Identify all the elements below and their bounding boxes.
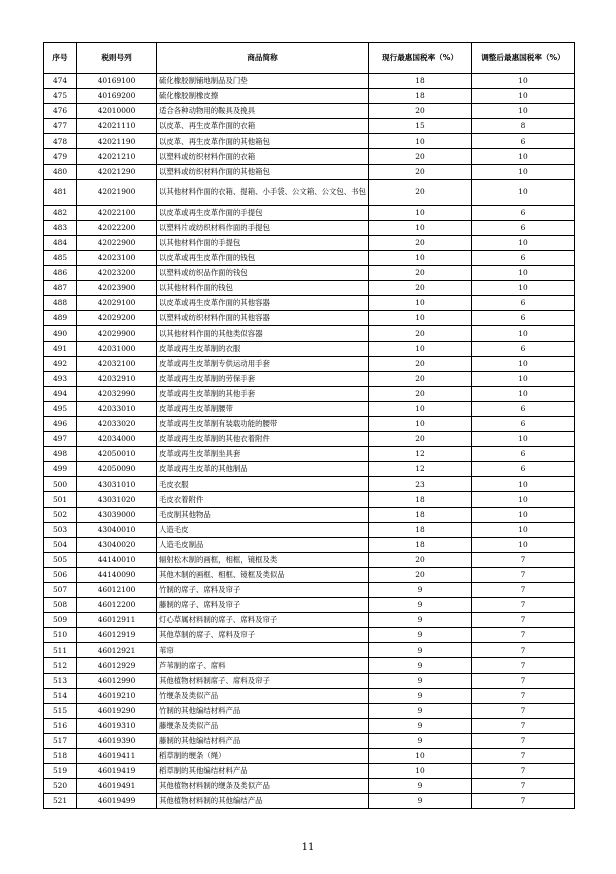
row-seq: 479: [44, 149, 77, 164]
row-seq: 521: [44, 794, 77, 809]
row-adjusted-rate: 7: [472, 749, 575, 764]
row-adjusted-rate: 10: [472, 356, 575, 371]
table-row: [44, 371, 575, 386]
row-code: 42032910: [77, 371, 157, 386]
table-row: [44, 220, 575, 235]
table-row: [44, 386, 575, 401]
row-adjusted-rate: 6: [472, 462, 575, 477]
row-adjusted-rate: 7: [472, 583, 575, 598]
table-row: [44, 266, 575, 281]
row-name: 以塑料片或纺织材料作面的手提包: [157, 220, 369, 235]
row-current-rate: 20: [369, 552, 472, 567]
row-current-rate: 18: [369, 537, 472, 552]
row-current-rate: 9: [369, 794, 472, 809]
table-row: [44, 250, 575, 265]
row-name: 以皮革或再生皮革作面的钱包: [157, 250, 369, 265]
table-row: [44, 401, 575, 416]
row-code: 46012911: [77, 613, 157, 628]
row-name: 以其他材料作面的其他类似容器: [157, 326, 369, 341]
row-adjusted-rate: 6: [472, 416, 575, 431]
row-name: 以皮革、再生皮革作面的其他箱包: [157, 134, 369, 149]
row-name: 皮革或再生皮革制的其他手套: [157, 386, 369, 401]
row-code: 40169200: [77, 89, 157, 104]
table-row: [44, 235, 575, 250]
row-current-rate: 9: [369, 598, 472, 613]
row-code: 42023100: [77, 250, 157, 265]
row-adjusted-rate: 6: [472, 205, 575, 220]
row-name: 以塑料或纺织材料作面的其他容器: [157, 311, 369, 326]
header-current-rate: 现行最惠国税率（%）: [369, 43, 472, 74]
row-name: 毛皮衣服: [157, 477, 369, 492]
header-adjusted-rate: 调整后最惠国税率（%）: [472, 43, 575, 74]
header-code: 税则号列: [77, 43, 157, 74]
header-seq: 序号: [44, 43, 77, 74]
table-row: [44, 326, 575, 341]
row-seq: 486: [44, 266, 77, 281]
row-code: 43040010: [77, 522, 157, 537]
row-current-rate: 20: [369, 104, 472, 119]
row-name: 皮革或再生皮革制有装载功能的腰带: [157, 416, 369, 431]
row-seq: 480: [44, 164, 77, 179]
row-current-rate: 9: [369, 733, 472, 748]
row-name: 皮革或再生皮革制的其他衣着附件: [157, 432, 369, 447]
row-code: 42021110: [77, 119, 157, 134]
table-row: [44, 492, 575, 507]
table-row: [44, 718, 575, 733]
header-row: [44, 43, 575, 74]
row-current-rate: 20: [369, 281, 472, 296]
table-row: [44, 164, 575, 179]
row-seq: 489: [44, 311, 77, 326]
row-code: 46012919: [77, 628, 157, 643]
row-current-rate: 9: [369, 779, 472, 794]
row-code: 46019390: [77, 733, 157, 748]
table-row: [44, 104, 575, 119]
row-name: 以塑料或纺织材料作面的其他箱包: [157, 164, 369, 179]
row-code: 43040020: [77, 537, 157, 552]
table-row: [44, 628, 575, 643]
row-adjusted-rate: 7: [472, 658, 575, 673]
row-name: 辐射松木制的画框，相框，镜框及类: [157, 552, 369, 567]
table-row: [44, 598, 575, 613]
row-seq: 519: [44, 764, 77, 779]
row-current-rate: 18: [369, 522, 472, 537]
row-seq: 514: [44, 688, 77, 703]
row-name: 皮革或再生皮革制的劳保手套: [157, 371, 369, 386]
row-current-rate: 9: [369, 673, 472, 688]
row-code: 46019411: [77, 749, 157, 764]
row-code: 42022100: [77, 205, 157, 220]
row-code: 42021290: [77, 164, 157, 179]
row-adjusted-rate: 7: [472, 688, 575, 703]
row-name: 苇帘: [157, 643, 369, 658]
row-adjusted-rate: 6: [472, 341, 575, 356]
row-adjusted-rate: 7: [472, 703, 575, 718]
row-code: 46012100: [77, 583, 157, 598]
row-seq: 502: [44, 507, 77, 522]
row-code: 42050010: [77, 447, 157, 462]
row-current-rate: 18: [369, 89, 472, 104]
row-current-rate: 18: [369, 507, 472, 522]
row-name: 稻草制的缏条（绳）: [157, 749, 369, 764]
table-row: [44, 311, 575, 326]
row-adjusted-rate: 7: [472, 613, 575, 628]
row-code: 46019419: [77, 764, 157, 779]
row-seq: 512: [44, 658, 77, 673]
row-name: 硫化橡胶制橡皮擦: [157, 89, 369, 104]
row-seq: 493: [44, 371, 77, 386]
row-name: 藤制的席子、席料及帘子: [157, 598, 369, 613]
row-adjusted-rate: 10: [472, 371, 575, 386]
table-row: [44, 356, 575, 371]
table-row: [44, 643, 575, 658]
row-adjusted-rate: 10: [472, 386, 575, 401]
row-code: 42032990: [77, 386, 157, 401]
row-current-rate: 10: [369, 341, 472, 356]
row-adjusted-rate: 6: [472, 250, 575, 265]
row-current-rate: 10: [369, 250, 472, 265]
row-seq: 506: [44, 567, 77, 582]
row-current-rate: 9: [369, 658, 472, 673]
tariff-table: [43, 42, 575, 809]
row-seq: 481: [44, 179, 77, 205]
table-row: [44, 537, 575, 552]
row-current-rate: 10: [369, 749, 472, 764]
table-row: [44, 552, 575, 567]
row-current-rate: 10: [369, 296, 472, 311]
row-current-rate: 20: [369, 356, 472, 371]
table-row: [44, 74, 575, 89]
table-row: [44, 416, 575, 431]
table-row: [44, 89, 575, 104]
row-seq: 515: [44, 703, 77, 718]
table-row: [44, 477, 575, 492]
row-code: 42029100: [77, 296, 157, 311]
row-seq: 516: [44, 718, 77, 733]
row-adjusted-rate: 10: [472, 266, 575, 281]
row-adjusted-rate: 10: [472, 537, 575, 552]
row-seq: 517: [44, 733, 77, 748]
row-current-rate: 18: [369, 74, 472, 89]
row-adjusted-rate: 10: [472, 507, 575, 522]
row-current-rate: 20: [369, 149, 472, 164]
row-current-rate: 20: [369, 567, 472, 582]
table-row: [44, 658, 575, 673]
row-seq: 485: [44, 250, 77, 265]
row-current-rate: 20: [369, 326, 472, 341]
row-current-rate: 12: [369, 462, 472, 477]
row-current-rate: 10: [369, 416, 472, 431]
row-current-rate: 20: [369, 432, 472, 447]
row-name: 其他植物材料制的其他编结产品: [157, 794, 369, 809]
table-row: [44, 749, 575, 764]
row-name: 以皮革或再生皮革作面的手提包: [157, 205, 369, 220]
row-adjusted-rate: 10: [472, 326, 575, 341]
row-code: 46019210: [77, 688, 157, 703]
row-adjusted-rate: 10: [472, 477, 575, 492]
row-seq: 501: [44, 492, 77, 507]
table-row: [44, 296, 575, 311]
row-current-rate: 15: [369, 119, 472, 134]
row-seq: 499: [44, 462, 77, 477]
row-adjusted-rate: 10: [472, 492, 575, 507]
row-code: 46012929: [77, 658, 157, 673]
row-current-rate: 9: [369, 583, 472, 598]
row-name: 其他植物材料制的缏条及类似产品: [157, 779, 369, 794]
row-name: 以塑料或纺织材料作面的衣箱: [157, 149, 369, 164]
row-code: 46012921: [77, 643, 157, 658]
row-adjusted-rate: 10: [472, 149, 575, 164]
row-current-rate: 9: [369, 643, 472, 658]
table-row: [44, 432, 575, 447]
row-code: 46019491: [77, 779, 157, 794]
row-adjusted-rate: 6: [472, 447, 575, 462]
row-current-rate: 9: [369, 703, 472, 718]
table-row: [44, 703, 575, 718]
row-seq: 507: [44, 583, 77, 598]
row-seq: 478: [44, 134, 77, 149]
row-code: 42022200: [77, 220, 157, 235]
page-number: 11: [301, 842, 315, 853]
row-adjusted-rate: 7: [472, 718, 575, 733]
row-seq: 482: [44, 205, 77, 220]
row-name: 以其他材料作面的手提包: [157, 235, 369, 250]
row-code: 42033020: [77, 416, 157, 431]
row-name: 芦苇制的席子、席料: [157, 658, 369, 673]
row-seq: 503: [44, 522, 77, 537]
row-adjusted-rate: 7: [472, 552, 575, 567]
row-code: 43031020: [77, 492, 157, 507]
row-code: 42031000: [77, 341, 157, 356]
row-current-rate: 10: [369, 134, 472, 149]
row-seq: 488: [44, 296, 77, 311]
row-code: 42034000: [77, 432, 157, 447]
row-name: 以其他材料作面的钱包: [157, 281, 369, 296]
row-code: 42021210: [77, 149, 157, 164]
row-adjusted-rate: 7: [472, 764, 575, 779]
table-row: [44, 341, 575, 356]
row-code: 40169100: [77, 74, 157, 89]
row-current-rate: 20: [369, 164, 472, 179]
row-name: 毛皮制其他物品: [157, 507, 369, 522]
row-code: 42010000: [77, 104, 157, 119]
row-current-rate: 10: [369, 764, 472, 779]
row-name: 适合各种动物用的鞍具及挽具: [157, 104, 369, 119]
row-seq: 505: [44, 552, 77, 567]
table-row: [44, 673, 575, 688]
row-name: 人造毛皮: [157, 522, 369, 537]
header-name: 商品简称: [157, 43, 369, 74]
row-name: 皮革或再生皮革制的衣服: [157, 341, 369, 356]
table-row: [44, 119, 575, 134]
row-adjusted-rate: 7: [472, 733, 575, 748]
row-current-rate: 18: [369, 492, 472, 507]
row-seq: 495: [44, 401, 77, 416]
row-seq: 483: [44, 220, 77, 235]
row-name: 以其他材料作面的衣箱、提箱、小手袋、公文箱、公文包、书包: [157, 179, 369, 205]
row-code: 43031010: [77, 477, 157, 492]
row-adjusted-rate: 10: [472, 522, 575, 537]
row-name: 以皮革、再生皮革作面的衣箱: [157, 119, 369, 134]
row-seq: 509: [44, 613, 77, 628]
row-name: 皮革或再生皮革制腰带: [157, 401, 369, 416]
row-code: 44140010: [77, 552, 157, 567]
row-name: 其他草制的席子、席料及帘子: [157, 628, 369, 643]
table-row: [44, 613, 575, 628]
row-adjusted-rate: 6: [472, 401, 575, 416]
row-name: 竹制的其他编结材料产品: [157, 703, 369, 718]
row-name: 皮革或再生皮革的其他制品: [157, 462, 369, 477]
row-adjusted-rate: 6: [472, 311, 575, 326]
row-seq: 504: [44, 537, 77, 552]
row-code: 42029200: [77, 311, 157, 326]
row-seq: 508: [44, 598, 77, 613]
table-row: [44, 462, 575, 477]
row-adjusted-rate: 7: [472, 794, 575, 809]
row-seq: 500: [44, 477, 77, 492]
row-name: 毛皮衣着附件: [157, 492, 369, 507]
row-code: 42032100: [77, 356, 157, 371]
row-seq: 520: [44, 779, 77, 794]
table-row: [44, 149, 575, 164]
row-code: 42023200: [77, 266, 157, 281]
row-code: 42023900: [77, 281, 157, 296]
row-seq: 491: [44, 341, 77, 356]
row-name: 皮革或再生皮革制专供运动用手套: [157, 356, 369, 371]
row-adjusted-rate: 7: [472, 598, 575, 613]
table-row: [44, 764, 575, 779]
row-adjusted-rate: 7: [472, 779, 575, 794]
table-row: [44, 447, 575, 462]
row-code: 42029900: [77, 326, 157, 341]
row-adjusted-rate: 10: [472, 104, 575, 119]
row-adjusted-rate: 7: [472, 567, 575, 582]
table-row: [44, 522, 575, 537]
row-name: 稻草制的其他编结材料产品: [157, 764, 369, 779]
row-adjusted-rate: 7: [472, 643, 575, 658]
table-row: [44, 688, 575, 703]
row-seq: 490: [44, 326, 77, 341]
row-name: 藤制的其他编结材料产品: [157, 733, 369, 748]
row-adjusted-rate: 7: [472, 673, 575, 688]
row-adjusted-rate: 10: [472, 74, 575, 89]
table-row: [44, 134, 575, 149]
row-code: 46019310: [77, 718, 157, 733]
row-code: 42050090: [77, 462, 157, 477]
row-seq: 510: [44, 628, 77, 643]
row-adjusted-rate: 8: [472, 119, 575, 134]
tariff-table-container: [43, 42, 574, 809]
row-seq: 498: [44, 447, 77, 462]
row-seq: 492: [44, 356, 77, 371]
row-current-rate: 9: [369, 628, 472, 643]
row-current-rate: 9: [369, 613, 472, 628]
table-header: [44, 43, 575, 74]
row-current-rate: 9: [369, 688, 472, 703]
row-adjusted-rate: 10: [472, 432, 575, 447]
row-name: 以塑料或纺织品作面的钱包: [157, 266, 369, 281]
row-seq: 475: [44, 89, 77, 104]
row-code: 44140090: [77, 567, 157, 582]
table-row: [44, 733, 575, 748]
row-adjusted-rate: 6: [472, 296, 575, 311]
row-code: 46012200: [77, 598, 157, 613]
table-row: [44, 281, 575, 296]
table-row: [44, 794, 575, 809]
row-current-rate: 20: [369, 266, 472, 281]
table-body: [44, 74, 575, 809]
row-current-rate: 20: [369, 235, 472, 250]
table-row: [44, 583, 575, 598]
row-seq: 496: [44, 416, 77, 431]
row-seq: 477: [44, 119, 77, 134]
table-row: [44, 779, 575, 794]
row-current-rate: 12: [369, 447, 472, 462]
row-name: 其他植物材料制席子、席料及帘子: [157, 673, 369, 688]
row-seq: 511: [44, 643, 77, 658]
row-current-rate: 20: [369, 386, 472, 401]
row-code: 42022900: [77, 235, 157, 250]
row-name: 以皮革或再生皮革作面的其他容器: [157, 296, 369, 311]
row-code: 46012990: [77, 673, 157, 688]
row-seq: 518: [44, 749, 77, 764]
row-code: 42021900: [77, 179, 157, 205]
row-code: 42021190: [77, 134, 157, 149]
row-code: 46019290: [77, 703, 157, 718]
row-name: 人造毛皮制品: [157, 537, 369, 552]
row-adjusted-rate: 10: [472, 89, 575, 104]
row-name: 皮革或再生皮革制坐具套: [157, 447, 369, 462]
row-seq: 484: [44, 235, 77, 250]
row-seq: 494: [44, 386, 77, 401]
row-seq: 487: [44, 281, 77, 296]
row-current-rate: 10: [369, 311, 472, 326]
row-code: 42033010: [77, 401, 157, 416]
row-adjusted-rate: 6: [472, 220, 575, 235]
row-name: 竹制的席子、席料及帘子: [157, 583, 369, 598]
row-current-rate: 10: [369, 220, 472, 235]
row-adjusted-rate: 6: [472, 134, 575, 149]
row-adjusted-rate: 7: [472, 628, 575, 643]
row-current-rate: 10: [369, 401, 472, 416]
row-seq: 474: [44, 74, 77, 89]
row-name: 硫化橡胶制铺地制品及门垫: [157, 74, 369, 89]
row-current-rate: 9: [369, 718, 472, 733]
table-row: [44, 179, 575, 205]
row-adjusted-rate: 10: [472, 281, 575, 296]
row-name: 其他木制的画框、相框、镜框及类似品: [157, 567, 369, 582]
row-current-rate: 20: [369, 179, 472, 205]
table-row: [44, 507, 575, 522]
row-adjusted-rate: 10: [472, 179, 575, 205]
row-current-rate: 23: [369, 477, 472, 492]
row-name: 竹缏条及类似产品: [157, 688, 369, 703]
row-code: 46019499: [77, 794, 157, 809]
table-row: [44, 567, 575, 582]
row-current-rate: 20: [369, 371, 472, 386]
row-seq: 513: [44, 673, 77, 688]
row-seq: 476: [44, 104, 77, 119]
row-name: 灯心草属材料制的席子、席料及帘子: [157, 613, 369, 628]
row-adjusted-rate: 10: [472, 164, 575, 179]
table-row: [44, 205, 575, 220]
row-current-rate: 10: [369, 205, 472, 220]
row-name: 藤缏条及类似产品: [157, 718, 369, 733]
row-code: 43039000: [77, 507, 157, 522]
row-seq: 497: [44, 432, 77, 447]
row-adjusted-rate: 10: [472, 235, 575, 250]
